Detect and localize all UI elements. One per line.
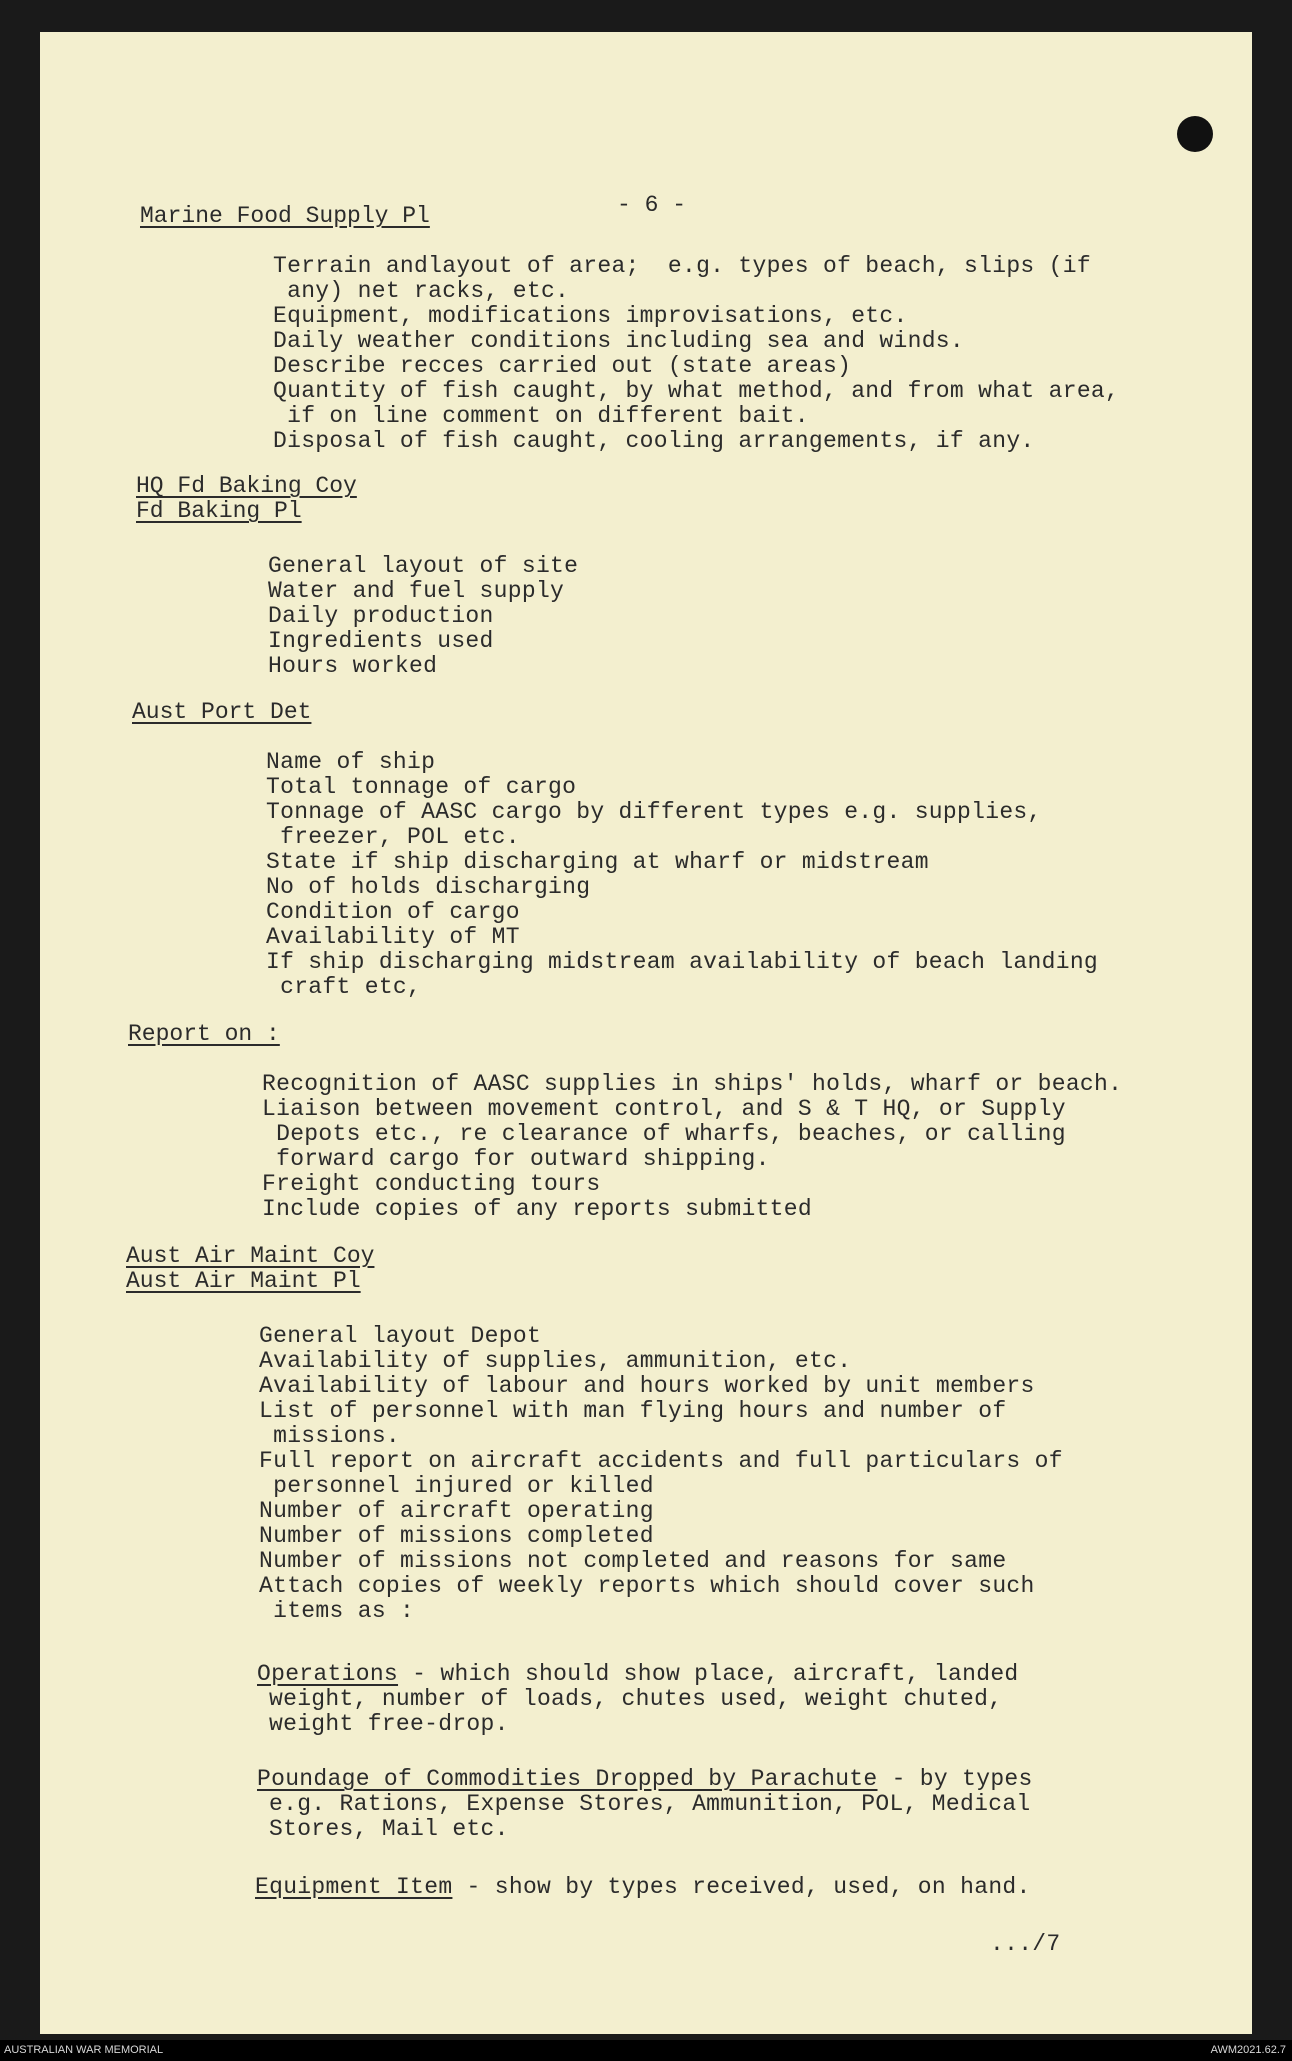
item-line: Stores, Mail etc. — [269, 1816, 509, 1842]
section-line: craft etc, — [266, 974, 422, 1000]
section-line: forward cargo for outward shipping. — [262, 1146, 770, 1172]
item-equipment — [255, 1875, 1031, 1900]
section-line: State if ship discharging at wharf or midstream — [266, 849, 929, 875]
section-line: Daily production — [268, 603, 494, 629]
section-heading: Marine Food Supply Pl — [140, 203, 430, 229]
section-line: Condition of cargo — [266, 899, 520, 925]
archive-footer — [0, 2040, 1292, 2061]
section-heading: Aust Port Det — [132, 699, 312, 725]
section-line: General layout of site — [268, 553, 579, 579]
section-heading: Fd Baking Pl — [136, 498, 302, 524]
section-line: Water and fuel supply — [268, 578, 565, 604]
item-rest: - by types — [877, 1766, 1033, 1792]
section-line: Ingredients used — [268, 628, 494, 654]
section-heading: HQ Fd Baking Coy — [136, 473, 357, 499]
item-rest: - show by types received, used, on hand. — [452, 1874, 1031, 1900]
section-line: Name of ship — [266, 749, 436, 775]
footer-accession: AWM2021.62.7 — [1210, 2044, 1286, 2056]
section-line: personnel injured or killed — [259, 1473, 654, 1499]
section-line: Number of aircraft operating — [259, 1498, 654, 1524]
section-line: Availability of MT — [266, 924, 520, 950]
section-line: Include copies of any reports submitted — [262, 1196, 812, 1222]
section-line: any) net racks, etc. — [273, 278, 570, 304]
punch-hole — [1177, 116, 1213, 152]
section-line: missions. — [259, 1423, 401, 1449]
footer-institution: AUSTRALIAN WAR MEMORIAL — [4, 2044, 164, 2056]
section-line: Freight conducting tours — [262, 1171, 601, 1197]
section-line: Equipment, modifications improvisations, etc. — [273, 303, 908, 329]
section-line: Disposal of fish caught, cooling arrangements, if any. — [273, 428, 1035, 454]
item-term: Poundage of Commodities Dropped by Parachute — [257, 1766, 878, 1792]
section-line: If ship discharging midstream availability of beach landing — [266, 949, 1099, 975]
continuation-mark: .../7 — [990, 1931, 1061, 1957]
section-line: Availability of labour and hours worked by unit members — [259, 1373, 1035, 1399]
item-poundage — [257, 1767, 1033, 1792]
section-line: Recognition of AASC supplies in ships' holds, wharf or beach. — [262, 1071, 1123, 1097]
section-line: Describe recces carried out (state areas) — [273, 353, 852, 379]
section-line: List of personnel with man flying hours and number of — [259, 1398, 1007, 1424]
section-line: freezer, POL etc. — [266, 824, 520, 850]
section-line: Attach copies of weekly reports which should cover such — [259, 1573, 1035, 1599]
section-heading: Aust Air Maint Pl — [126, 1268, 361, 1294]
item-term: Operations — [257, 1661, 399, 1687]
section-line: Total tonnage of cargo — [266, 774, 577, 800]
item-line: weight free-drop. — [269, 1711, 509, 1737]
section-line: Tonnage of AASC cargo by different types e.g. supplies, — [266, 799, 1042, 825]
section-line: Liaison between movement control, and S & T HQ, or Supply — [262, 1096, 1066, 1122]
item-line: weight, number of loads, chutes used, weight chuted, — [269, 1686, 1003, 1712]
section-line: Hours worked — [268, 653, 438, 679]
section-line: Quantity of fish caught, by what method, and from what area, — [273, 378, 1120, 404]
section-heading: Aust Air Maint Coy — [126, 1243, 375, 1269]
section-line: General layout Depot — [259, 1323, 542, 1349]
section-line: items as : — [259, 1598, 415, 1624]
section-line: Terrain andlayout of area; e.g. types of beach, slips (if — [273, 253, 1091, 279]
section-line: Daily weather conditions including sea and winds. — [273, 328, 965, 354]
section-line: Full report on aircraft accidents and full particulars of — [259, 1448, 1063, 1474]
section-line: Depots etc., re clearance of wharfs, beaches, or calling — [262, 1121, 1066, 1147]
item-term: Equipment Item — [255, 1874, 453, 1900]
section-line: No of holds discharging — [266, 874, 591, 900]
item-line: e.g. Rations, Expense Stores, Ammunition, POL, Medical — [269, 1791, 1031, 1817]
section-line: Availability of supplies, ammunition, etc. — [259, 1348, 852, 1374]
section-line: Number of missions not completed and reasons for same — [259, 1548, 1007, 1574]
document-page — [40, 32, 1252, 2034]
page-number: - 6 - — [617, 192, 687, 218]
section-line: if on line comment on different bait. — [273, 403, 809, 429]
item-rest: - which should show place, aircraft, landed — [398, 1661, 1019, 1687]
section-heading: Report on : — [128, 1021, 280, 1047]
section-line: Number of missions completed — [259, 1523, 654, 1549]
item-operations — [257, 1662, 1019, 1687]
